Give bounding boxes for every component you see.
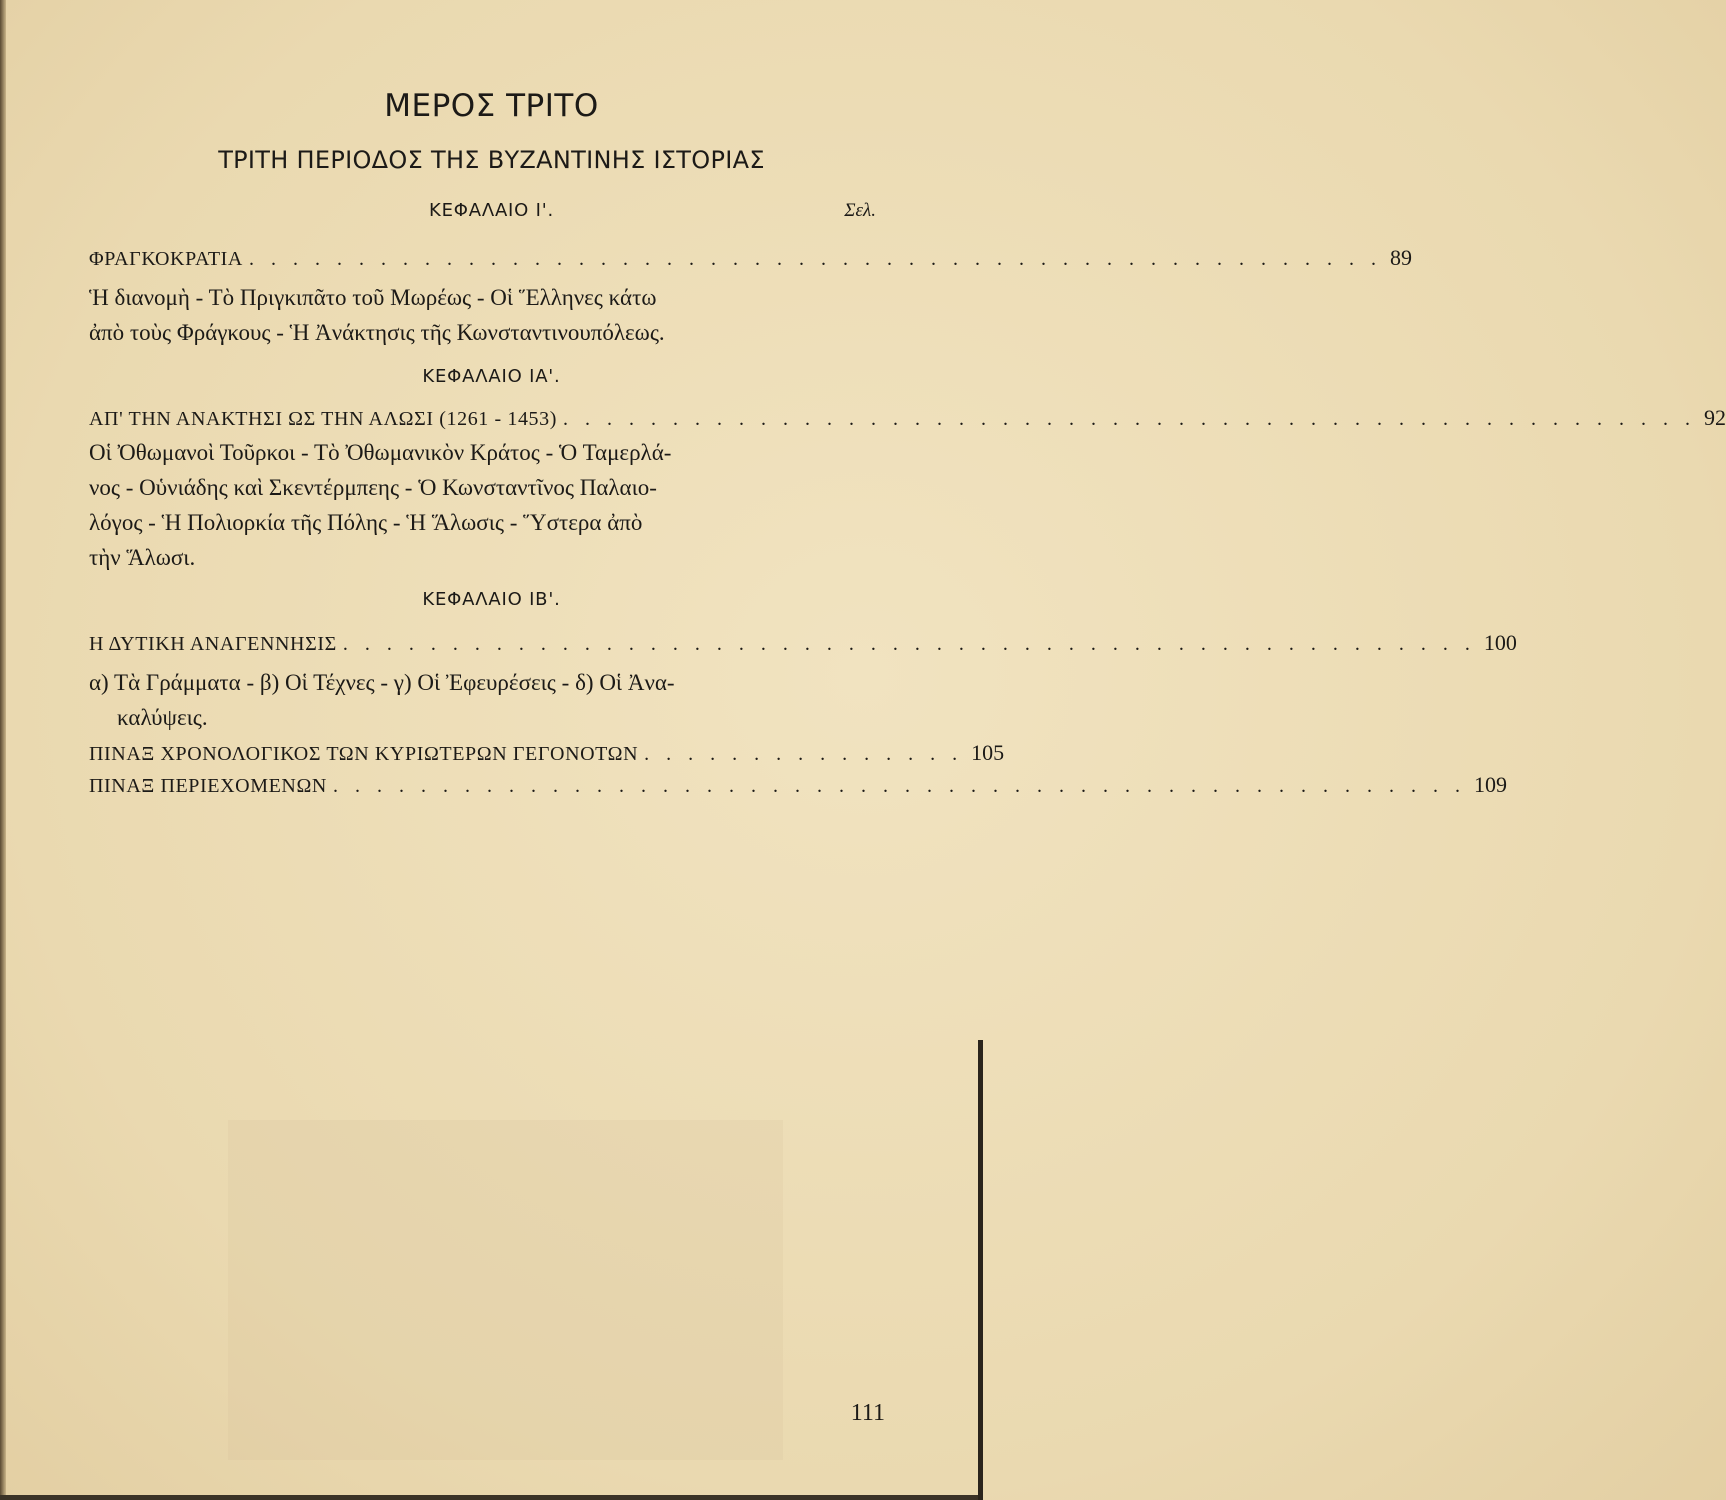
chapter-heading-12: ΚΕΦΑΛΑΙΟ ΙΒ'.	[422, 589, 561, 610]
toc-entry-frankokratia	[89, 245, 1412, 271]
dot-leader: . . . . . . . . . . . . . . . . . . . . . . . . . . . . . . . . . . . . . . . . . . . . . . . . . . . .	[342, 633, 1476, 655]
chapter-heading-11: ΚΕΦΑΛΑΙΟ ΙΑ'.	[422, 366, 561, 387]
dot-leader: . . . . . . . . . . . . . . .	[644, 743, 964, 765]
toc-entry-title: ΦΡΑΓΚΟΚΡΑΤΙΑ	[89, 248, 243, 270]
dot-leader: . . . . . . . . . . . . . . . . . . . . . . . . . . . . . . . . . . . . . . . . . . . . . . . . . . . .	[332, 775, 1466, 797]
description-line: Ἡ διανομὴ - Τὸ Πριγκιπᾶτο τοῦ Μωρέως - Οἱ Ἕλληνες κάτω	[89, 285, 657, 310]
toc-entry-title: ΑΠ' ΤΗΝ ΑΝΑΚΤΗΣΙ ΩΣ ΤΗΝ ΑΛΩΣΙ (1261 - 1453)	[89, 408, 558, 430]
toc-entry-page: 105	[971, 740, 1005, 765]
page-bottom-edge	[0, 1495, 983, 1500]
toc-entry-contents-table	[89, 772, 1507, 798]
dot-leader: . . . . . . . . . . . . . . . . . . . . . . . . . . . . . . . . . . . . . . . . . . . . . . . . . . . .	[248, 248, 1382, 270]
dot-leader: . . . . . . . . . . . . . . . . . . . . . . . . . . . . . . . . . . . . . . . . . . . . . . . . . . . .	[563, 408, 1697, 430]
period-title: ΤΡΙΤΗ ΠΕΡΙΟΔΟΣ ΤΗΣ ΒΥΖΑΝΤΙΝΗΣ ΙΣΤΟΡΙΑΣ	[218, 146, 765, 174]
toc-entry-anagennisis	[89, 630, 1517, 656]
toc-entry-title: ΠΙΝΑΞ ΠΕΡΙΕΧΟΜΕΝΩΝ	[89, 775, 327, 797]
chapter-12-description	[89, 665, 884, 735]
toc-entry-title: ΠΙΝΑΞ ΧΡΟΝΟΛΟΓΙΚΟΣ ΤΩΝ ΚΥΡΙΩΤΕΡΩΝ ΓΕΓΟΝΟΤΩΝ	[89, 743, 639, 765]
toc-entry-anaktisi-alosi	[89, 405, 1726, 431]
part-title: ΜΕΡΟΣ ΤΡΙΤΟ	[384, 88, 599, 124]
description-line: νος - Οὑνιάδης καὶ Σκεντέρμπεης - Ὁ Κωνσταντῖνος Παλαιο-	[89, 475, 657, 500]
toc-entry-page: 89	[1389, 245, 1412, 270]
description-line: ἀπὸ τοὺς Φράγκους - Ἡ Ἀνάκτησις τῆς Κωνσταντινουπόλεως.	[89, 320, 665, 345]
description-line: καλύψεις.	[117, 705, 208, 730]
page-binding-edge	[0, 0, 6, 1500]
description-line: Οἱ Ὀθωμανοὶ Τοῦρκοι - Τὸ Ὀθωμανικὸν Κράτος - Ὁ Ταμερλά-	[89, 440, 672, 465]
description-line: α) Τὰ Γράμματα - β) Οἱ Τέχνες - γ) Οἱ Ἐφευρέσεις - δ) Οἱ Ἀνα-	[89, 670, 675, 695]
faded-print-area	[228, 1120, 783, 1460]
page-number: 111	[850, 1400, 885, 1426]
description-line: τὴν Ἅλωσι.	[89, 545, 196, 570]
toc-entry-title: Η ΔΥΤΙΚΗ ΑΝΑΓΕΝΝΗΣΙΣ	[89, 633, 337, 655]
description-line: λόγος - Ἡ Πολιορκία τῆς Πόλης - Ἡ Ἅλωσις - Ὕστερα ἀπὸ	[89, 510, 643, 535]
page-right-edge	[978, 1040, 983, 1500]
toc-entry-page: 100	[1483, 630, 1517, 655]
toc-entry-page: 92	[1704, 405, 1726, 430]
toc-entry-chronology-table	[89, 740, 1005, 766]
toc-entry-page: 109	[1473, 772, 1507, 797]
chapter-11-description	[89, 435, 884, 575]
chapter-10-description	[89, 280, 884, 350]
chapter-heading-10: ΚΕΦΑΛΑΙΟ Ι'.	[428, 200, 555, 221]
page-column-label: Σελ.	[844, 200, 876, 221]
